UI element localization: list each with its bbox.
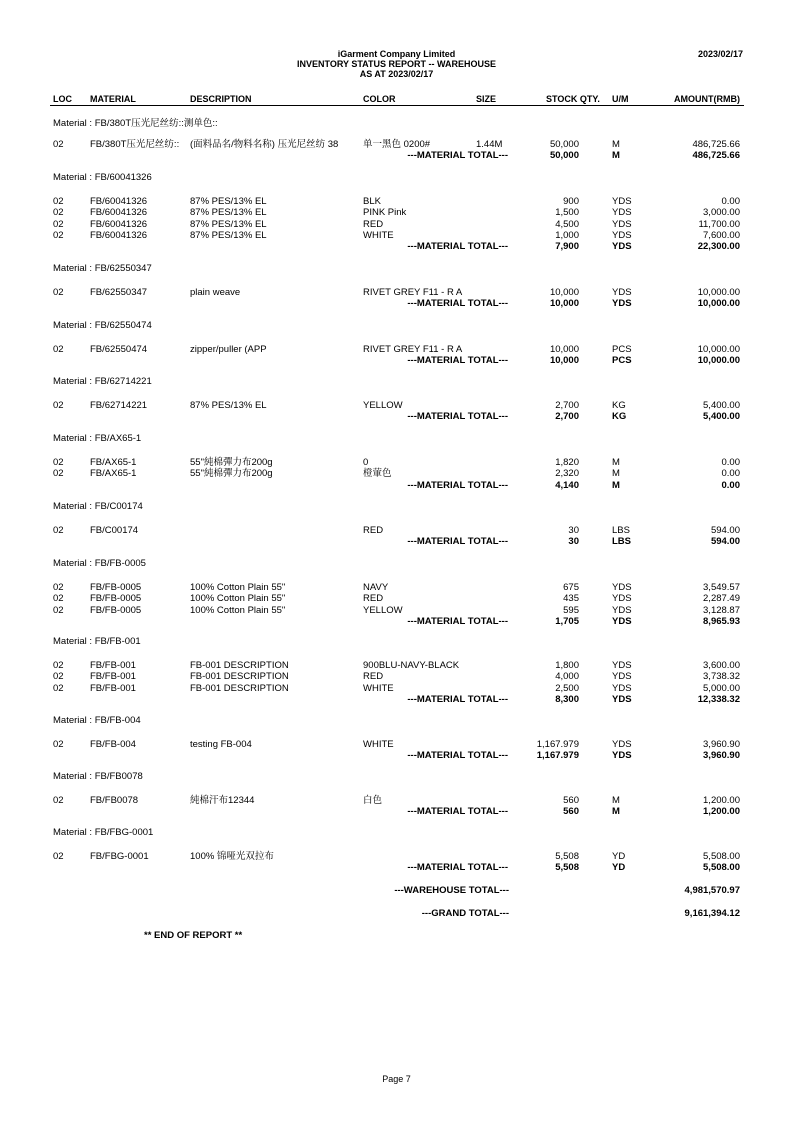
row-um: YDS (612, 207, 632, 219)
row-stock-qty: 1,000 (555, 229, 579, 241)
row-description: 87% PES/13% EL (190, 218, 267, 230)
row-amount: 3,128.87 (703, 604, 740, 616)
row-description: 87% PES/13% EL (190, 207, 267, 219)
material-total-qty: 30 (568, 536, 579, 548)
row-um: YDS (612, 582, 632, 593)
material-total-label: ---MATERIAL TOTAL--- (407, 298, 508, 310)
col-loc: LOC (53, 94, 72, 104)
row-color: WHITE (363, 739, 394, 750)
col-description: DESCRIPTION (190, 94, 252, 104)
grand-total-amount: 9,161,394.12 (684, 908, 740, 919)
company-name: iGarment Company Limited (337, 49, 456, 59)
material-total-label: ---MATERIAL TOTAL--- (407, 241, 508, 253)
material-total-qty: 50,000 (549, 150, 579, 162)
material-total-amount: 594.00 (710, 536, 740, 548)
material-total-amount: 10,000.00 (697, 355, 740, 367)
row-stock-qty: 595 (563, 604, 579, 616)
material-total-label: ---MATERIAL TOTAL--- (407, 150, 508, 162)
row-loc: 02 (53, 139, 64, 150)
row-loc: 02 (53, 660, 64, 671)
material-total-um: YD (612, 862, 626, 874)
row-um: YDS (612, 593, 632, 605)
material-total-um: LBS (612, 536, 631, 548)
row-loc: 02 (53, 457, 64, 468)
row-description: 55"純棉彈力布200g (190, 457, 273, 468)
row-amount: 3,960.90 (703, 739, 740, 750)
material-total-amount: 486,725.66 (692, 150, 740, 162)
material-total-qty: 1,167.979 (536, 750, 579, 762)
row-um: LBS (612, 525, 630, 536)
row-stock-qty: 900 (563, 196, 579, 207)
material-total-um: YDS (612, 693, 632, 705)
row-um: YDS (612, 287, 632, 298)
material-group-label: Material : FB/FB0078 (53, 771, 143, 782)
row-stock-qty: 4,500 (555, 218, 579, 230)
material-total-qty: 7,900 (555, 241, 579, 253)
row-stock-qty: 1,167.979 (536, 739, 579, 750)
row-loc: 02 (53, 525, 64, 536)
material-total-qty: 10,000 (549, 355, 579, 367)
row-material: FB/FB-0005 (90, 604, 142, 616)
row-size: 1.44M (476, 139, 503, 150)
row-material: FB/380T压光尼丝纺:: (90, 139, 180, 150)
row-loc: 02 (53, 851, 64, 862)
row-material: FB/FB-001 (90, 660, 136, 671)
row-amount: 2,287.49 (703, 593, 740, 605)
row-material: FB/FBG-0001 (90, 851, 149, 862)
material-total-amount: 0.00 (721, 479, 740, 491)
row-material: FB/C00174 (90, 525, 139, 536)
row-stock-qty: 1,820 (555, 457, 579, 468)
row-loc: 02 (53, 682, 64, 694)
material-total-label: ---MATERIAL TOTAL--- (407, 536, 508, 548)
col-color: COLOR (363, 94, 396, 104)
row-amount: 10,000.00 (697, 344, 740, 355)
row-color: WHITE (363, 229, 394, 241)
row-color: PINK Pink (363, 207, 407, 219)
report-as-at: AS AT 2023/02/17 (359, 69, 434, 79)
material-total-label: ---MATERIAL TOTAL--- (407, 806, 508, 818)
row-um: YDS (612, 660, 632, 671)
warehouse-total-amount: 4,981,570.97 (684, 885, 740, 896)
row-color: RED (363, 593, 384, 605)
row-amount: 5,400.00 (703, 400, 740, 411)
material-total-um: M (612, 150, 620, 162)
row-color: BLK (363, 196, 381, 207)
material-total-um: YDS (612, 615, 632, 627)
material-total-qty: 8,300 (555, 693, 579, 705)
row-description: FB-001 DESCRIPTION (190, 671, 289, 683)
row-description: 100% Cotton Plain 55" (190, 604, 286, 616)
row-loc: 02 (53, 593, 64, 605)
material-total-label: ---MATERIAL TOTAL--- (407, 479, 508, 491)
row-stock-qty: 435 (563, 593, 579, 605)
row-material: FB/FB-004 (90, 739, 136, 750)
material-total-amount: 5,400.00 (703, 411, 740, 423)
row-stock-qty: 10,000 (549, 287, 579, 298)
row-color: YELLOW (363, 400, 403, 411)
row-stock-qty: 50,000 (549, 139, 579, 150)
col-stock-qty: STOCK QTY. (546, 94, 600, 104)
row-material: FB/FB-001 (90, 682, 136, 694)
row-loc: 02 (53, 287, 64, 298)
row-description: (面料品名/物料名称) 压光尼丝纺 38 (190, 139, 339, 150)
row-um: YDS (612, 196, 632, 207)
material-group-label: Material : FB/C00174 (53, 501, 143, 512)
row-material: FB/62550347 (90, 287, 148, 298)
material-total-qty: 1,705 (555, 615, 579, 627)
row-color: 0 (363, 457, 369, 468)
row-amount: 0.00 (721, 468, 740, 480)
material-total-um: PCS (612, 355, 632, 367)
header-divider (50, 105, 744, 106)
row-color: YELLOW (363, 604, 403, 616)
row-amount: 1,200.00 (703, 795, 740, 806)
material-total-qty: 10,000 (549, 298, 579, 310)
report-date: 2023/02/17 (697, 49, 743, 59)
row-description: 87% PES/13% EL (190, 196, 267, 207)
material-group-label: Material : FB/AX65-1 (53, 433, 142, 444)
material-total-amount: 12,338.32 (697, 693, 740, 705)
row-um: KG (612, 400, 626, 411)
row-material: FB/60041326 (90, 229, 148, 241)
material-total-qty: 5,508 (555, 862, 579, 874)
material-total-amount: 10,000.00 (697, 298, 740, 310)
material-group-label: Material : FB/62714221 (53, 376, 152, 387)
material-group-label: Material : FB/FBG-0001 (53, 827, 154, 838)
material-group-label: Material : FB/FB-001 (53, 636, 141, 647)
row-color: 900BLU-NAVY-BLACK (363, 660, 460, 671)
row-um: M (612, 457, 620, 468)
row-material: FB/62550474 (90, 344, 148, 355)
row-loc: 02 (53, 229, 64, 241)
row-stock-qty: 1,800 (555, 660, 579, 671)
row-loc: 02 (53, 196, 64, 207)
row-stock-qty: 10,000 (549, 344, 579, 355)
row-description: zipper/puller (APP (190, 344, 267, 355)
report-title: INVENTORY STATUS REPORT -- WAREHOUSE (296, 59, 496, 69)
row-description: 100% 锦哑光双拉布 (190, 851, 274, 862)
material-total-amount: 1,200.00 (703, 806, 740, 818)
row-um: YDS (612, 682, 632, 694)
row-material: FB/AX65-1 (90, 457, 137, 468)
row-color: RED (363, 525, 384, 536)
row-amount: 0.00 (721, 457, 740, 468)
row-color: 白色 (363, 795, 383, 806)
row-stock-qty: 675 (563, 582, 579, 593)
material-total-label: ---MATERIAL TOTAL--- (407, 615, 508, 627)
row-material: FB/AX65-1 (90, 468, 137, 480)
row-loc: 02 (53, 671, 64, 683)
row-um: M (612, 795, 620, 806)
material-group-label: Material : FB/FB-004 (53, 715, 141, 726)
material-total-qty: 2,700 (555, 411, 579, 423)
row-stock-qty: 2,700 (555, 400, 579, 411)
row-stock-qty: 4,000 (555, 671, 579, 683)
col-um: U/M (612, 94, 629, 104)
col-size: SIZE (476, 94, 497, 104)
row-um: M (612, 468, 620, 480)
row-color: 单一黑色 0200# (363, 139, 431, 150)
row-amount: 7,600.00 (703, 229, 740, 241)
material-total-um: M (612, 806, 620, 818)
row-material: FB/60041326 (90, 207, 148, 219)
row-loc: 02 (53, 582, 64, 593)
row-material: FB/60041326 (90, 196, 148, 207)
material-total-qty: 4,140 (555, 479, 579, 491)
row-description: 純棉汗布12344 (190, 795, 255, 806)
row-color: 橙葷色 (363, 468, 392, 480)
material-group-label: Material : FB/380T压光尼丝纺::测单色:: (53, 118, 218, 129)
row-stock-qty: 560 (563, 795, 579, 806)
row-material: FB/62714221 (90, 400, 148, 411)
row-amount: 3,600.00 (703, 660, 740, 671)
row-um: YDS (612, 739, 632, 750)
material-total-amount: 5,508.00 (703, 862, 740, 874)
row-color: RED (363, 218, 384, 230)
material-group-label: Material : FB/60041326 (53, 172, 152, 183)
row-description: testing FB-004 (190, 739, 252, 750)
row-description: FB-001 DESCRIPTION (190, 682, 289, 694)
row-description: plain weave (190, 287, 241, 298)
row-amount: 3,549.57 (703, 582, 740, 593)
material-total-label: ---MATERIAL TOTAL--- (407, 355, 508, 367)
row-um: YDS (612, 604, 632, 616)
material-total-um: YDS (612, 750, 632, 762)
material-group-label: Material : FB/62550347 (53, 263, 152, 274)
page-number: Page 7 (382, 1074, 411, 1084)
row-loc: 02 (53, 604, 64, 616)
material-total-label: ---MATERIAL TOTAL--- (407, 693, 508, 705)
row-loc: 02 (53, 739, 64, 750)
row-loc: 02 (53, 218, 64, 230)
row-description: 100% Cotton Plain 55" (190, 582, 286, 593)
row-amount: 3,738.32 (703, 671, 740, 683)
row-loc: 02 (53, 400, 64, 411)
warehouse-total-label: ---WAREHOUSE TOTAL--- (394, 885, 509, 896)
material-total-um: M (612, 479, 620, 491)
row-stock-qty: 2,500 (555, 682, 579, 694)
material-total-label: ---MATERIAL TOTAL--- (407, 862, 508, 874)
row-loc: 02 (53, 207, 64, 219)
row-amount: 5,000.00 (703, 682, 740, 694)
row-stock-qty: 1,500 (555, 207, 579, 219)
row-amount: 594.00 (710, 525, 740, 536)
material-total-um: YDS (612, 241, 632, 253)
row-stock-qty: 5,508 (555, 851, 579, 862)
row-um: M (612, 139, 620, 150)
material-total-label: ---MATERIAL TOTAL--- (407, 750, 508, 762)
row-material: FB/60041326 (90, 218, 148, 230)
row-material: FB/FB-001 (90, 671, 136, 683)
row-um: YDS (612, 229, 632, 241)
row-color: RED (363, 671, 384, 683)
row-material: FB/FB-0005 (90, 593, 142, 605)
material-group-label: Material : FB/FB-0005 (53, 558, 146, 569)
row-loc: 02 (53, 795, 64, 806)
row-material: FB/FB0078 (90, 795, 139, 806)
row-amount: 486,725.66 (692, 139, 740, 150)
end-of-report: ** END OF REPORT ** (144, 930, 243, 941)
row-loc: 02 (53, 468, 64, 480)
row-description: FB-001 DESCRIPTION (190, 660, 289, 671)
row-stock-qty: 2,320 (555, 468, 579, 480)
grand-total-label: ---GRAND TOTAL--- (421, 908, 509, 919)
row-description: 87% PES/13% EL (190, 229, 267, 241)
row-color: RIVET GREY F11 - R A (363, 344, 463, 355)
row-loc: 02 (53, 344, 64, 355)
row-color: WHITE (363, 682, 394, 694)
row-um: YD (612, 851, 626, 862)
row-description: 100% Cotton Plain 55" (190, 593, 286, 605)
row-color: RIVET GREY F11 - R A (363, 287, 463, 298)
row-description: 87% PES/13% EL (190, 400, 267, 411)
row-amount: 3,000.00 (703, 207, 740, 219)
row-um: PCS (612, 344, 632, 355)
row-description: 55"純棉彈力布200g (190, 468, 273, 480)
material-total-qty: 560 (563, 806, 579, 818)
row-um: YDS (612, 218, 632, 230)
row-um: YDS (612, 671, 632, 683)
material-total-amount: 8,965.93 (703, 615, 740, 627)
material-total-um: YDS (612, 298, 632, 310)
material-group-label: Material : FB/62550474 (53, 320, 152, 331)
material-total-um: KG (612, 411, 627, 423)
row-amount: 5,508.00 (703, 851, 740, 862)
material-total-label: ---MATERIAL TOTAL--- (407, 411, 508, 423)
row-amount: 0.00 (721, 196, 740, 207)
row-amount: 11,700.00 (698, 218, 740, 230)
material-total-amount: 3,960.90 (703, 750, 740, 762)
col-material: MATERIAL (90, 94, 136, 104)
row-amount: 10,000.00 (697, 287, 740, 298)
row-material: FB/FB-0005 (90, 582, 142, 593)
row-stock-qty: 30 (568, 525, 579, 536)
col-amount: AMOUNT(RMB) (674, 94, 740, 104)
row-color: NAVY (363, 582, 389, 593)
material-total-amount: 22,300.00 (697, 241, 740, 253)
